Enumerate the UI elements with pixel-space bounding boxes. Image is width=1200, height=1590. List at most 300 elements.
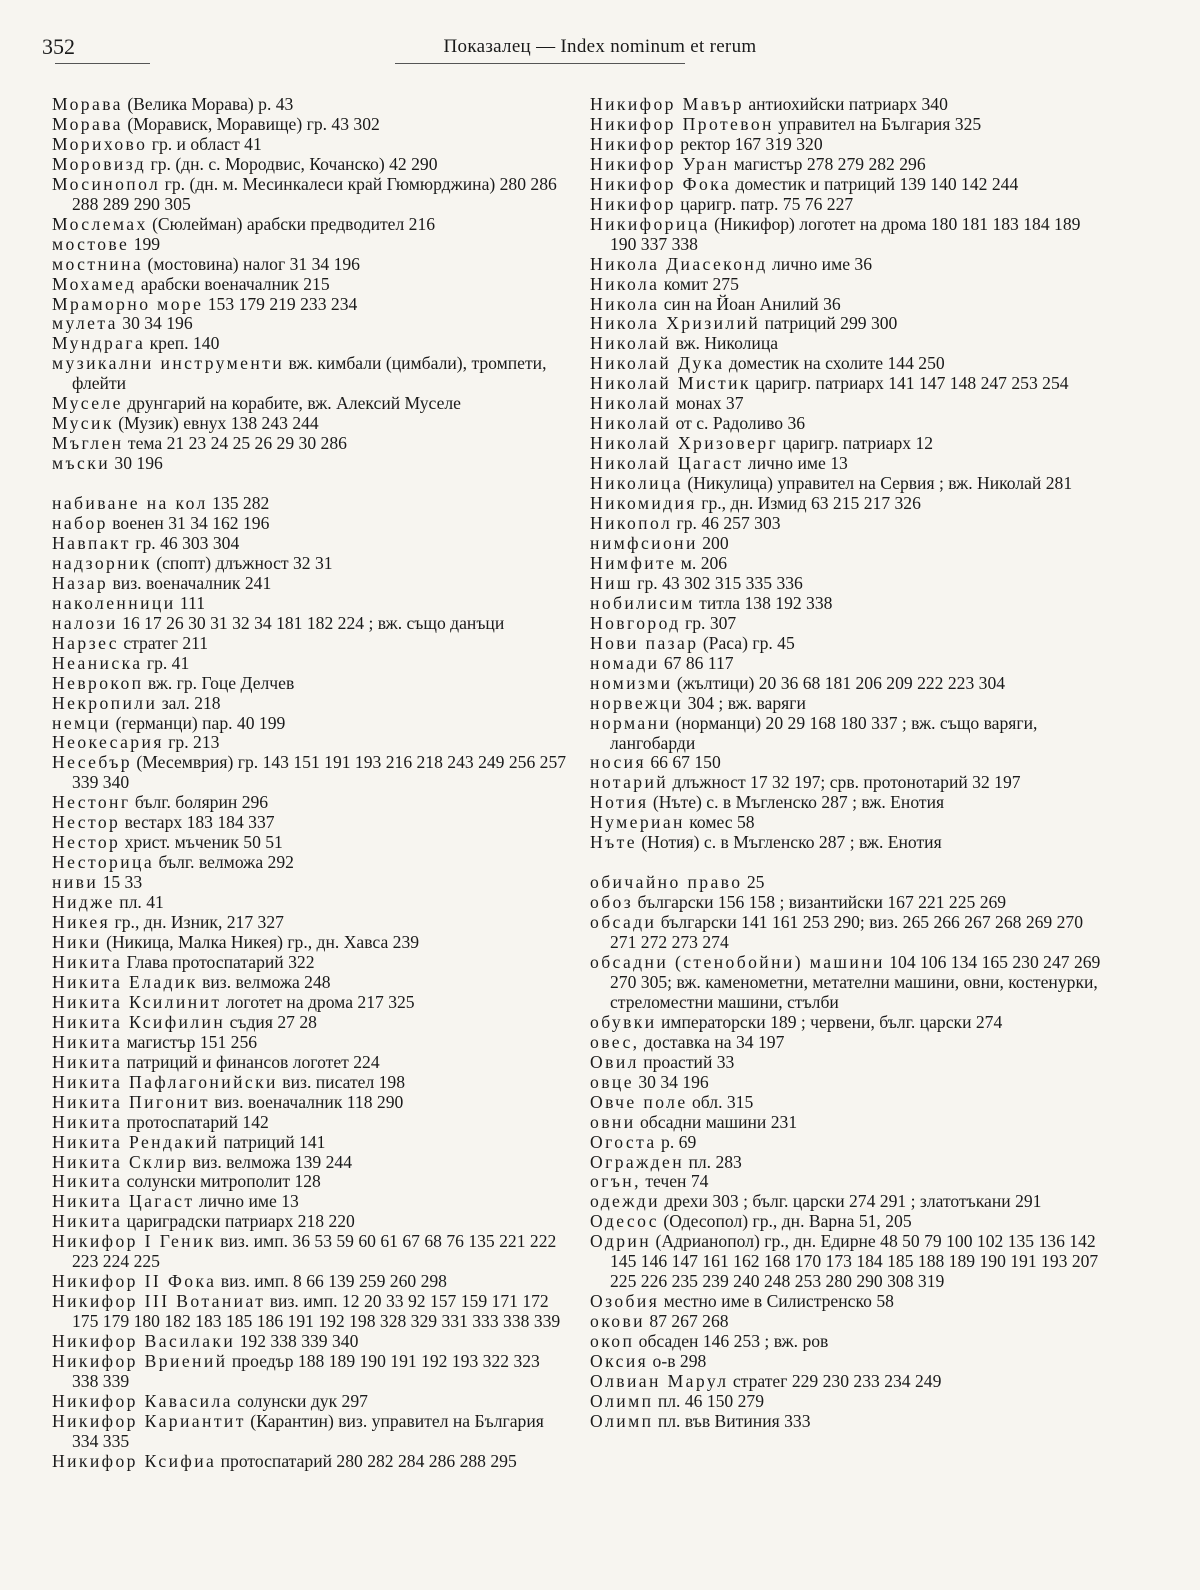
entry-headword: Огражден <box>590 1151 685 1172</box>
entry-text: (Морависк, Моравище) гр. 43 302 <box>127 113 380 134</box>
entry-text: съдия 27 28 <box>229 1011 317 1032</box>
index-entry <box>52 255 570 275</box>
index-entry <box>52 95 570 115</box>
index-entry <box>590 1073 1110 1093</box>
entry-headword: Никита <box>52 1111 123 1132</box>
index-entry <box>590 155 1110 175</box>
entry-text: вж. кимбали (цимбали), тромпети, флейти <box>72 353 547 394</box>
entry-headword: Никита Ксилинит <box>52 991 222 1012</box>
entry-headword: Назар <box>52 572 109 593</box>
entry-text: лично име 13 <box>198 1191 299 1212</box>
entry-text: (Нотия) с. в Мъгленско 287 ; вж. Енотия <box>641 832 942 853</box>
entry-text: 104 106 134 165 230 247 269 270 305; вж. каменометни, метателни машини, овни, костенурки, стреломестни машини, стълби <box>610 951 1101 1012</box>
entry-text: монах 37 <box>675 393 744 414</box>
entry-text: христ. мъченик 50 51 <box>124 832 283 853</box>
index-entry <box>52 1153 570 1173</box>
entry-headword: Никифорица <box>590 213 710 234</box>
entry-text: (Музик) евнух 138 243 244 <box>118 413 319 434</box>
entry-headword: Нови пазар <box>590 632 699 653</box>
entry-text: (Никифор) логотет на дрома 180 181 183 184 189 190 337 338 <box>610 213 1081 254</box>
entry-headword: Никита Еладик <box>52 971 198 992</box>
entry-text: арабски военачалник 215 <box>140 273 330 294</box>
entry-text: тема 21 23 24 25 26 29 30 286 <box>127 433 347 454</box>
entry-headword: наколенници <box>52 592 176 613</box>
index-entry <box>52 554 570 574</box>
entry-headword: норвежци <box>590 692 684 713</box>
index-entry <box>590 1153 1110 1173</box>
entry-text: виз. писател 198 <box>282 1071 406 1092</box>
index-entry <box>52 494 570 514</box>
entry-headword: нимфсиони <box>590 532 698 553</box>
index-entry <box>52 973 570 993</box>
entry-text: (германци) пар. 40 199 <box>115 712 286 733</box>
entry-text: доставка на 34 197 <box>643 1031 785 1052</box>
index-entry <box>52 634 570 654</box>
index-entry <box>590 1093 1110 1113</box>
entry-text: обсаден 146 253 ; вж. ров <box>638 1331 829 1352</box>
entry-text: комес 58 <box>689 812 755 833</box>
index-entry <box>52 1212 570 1232</box>
index-entry <box>52 354 570 394</box>
entry-text: креп. 140 <box>149 333 220 354</box>
index-entry <box>52 215 570 235</box>
index-entry <box>52 1292 570 1332</box>
entry-text: гр. (дн. м. Месинкалеси край Гюмюрджина) 280 286 288 289 290 305 <box>72 173 557 214</box>
index-entry <box>52 514 570 534</box>
entry-headword: Моровизд <box>52 153 147 174</box>
entry-headword: Мохамед <box>52 273 137 294</box>
section-gap <box>590 853 1110 873</box>
index-entry <box>590 514 1110 534</box>
index-entry <box>52 235 570 255</box>
entry-headword: Никита Цагаст <box>52 1191 195 1212</box>
entry-headword: нотарий <box>590 772 669 793</box>
entry-headword: Никифор Уран <box>590 153 730 174</box>
entry-text: обсадни машини 231 <box>639 1111 798 1132</box>
index-entry <box>52 733 570 753</box>
entry-text: патриций 141 <box>223 1131 326 1152</box>
entry-headword: овни <box>590 1111 636 1132</box>
entry-text: 30 196 <box>114 453 163 474</box>
entry-text: пл. във Витиния 333 <box>657 1410 811 1431</box>
index-entry <box>52 1133 570 1153</box>
entry-headword: Озобия <box>590 1291 660 1312</box>
entry-headword: Нестор <box>52 832 121 853</box>
entry-headword: обичайно право <box>590 872 743 893</box>
entry-headword: Морихово <box>52 133 148 154</box>
entry-headword: Одесос <box>590 1211 659 1232</box>
entry-headword: Овче поле <box>590 1091 688 1112</box>
index-entry <box>590 275 1110 295</box>
header-rule-left <box>55 63 150 64</box>
entry-headword: Оксия <box>590 1351 649 1372</box>
entry-headword: Никифор Фока <box>590 173 732 194</box>
entry-headword: Нарзес <box>52 632 119 653</box>
entry-text: (жълтици) 20 36 68 181 206 209 222 223 304 <box>676 672 1006 693</box>
entry-headword: немци <box>52 712 112 733</box>
index-entry <box>52 1352 570 1392</box>
entry-headword: огън, <box>590 1171 641 1192</box>
entry-text: солунски митрополит 128 <box>126 1171 321 1192</box>
index-entry <box>52 953 570 973</box>
entry-text: гр. 46 257 303 <box>676 513 781 534</box>
entry-text: виз. велможа 248 <box>202 971 331 992</box>
index-entry <box>52 594 570 614</box>
entry-headword: носия <box>590 752 646 773</box>
index-entry <box>590 634 1110 654</box>
entry-headword: мулета <box>52 313 118 334</box>
index-entry <box>52 155 570 175</box>
entry-headword: мостнина <box>52 253 144 274</box>
index-entry <box>52 1232 570 1272</box>
entry-text: гр. 43 302 315 335 336 <box>637 572 803 593</box>
entry-text: лично име 36 <box>772 253 873 274</box>
entry-text: виз. военачалник 118 290 <box>214 1091 404 1112</box>
index-entry <box>52 1172 570 1192</box>
entry-headword: Неврокоп <box>52 672 144 693</box>
index-entry <box>52 714 570 734</box>
entry-text: р. 69 <box>661 1131 697 1152</box>
entry-text: бълг. велможа 292 <box>158 852 294 873</box>
entry-headword: Никита Пафлагонийски <box>52 1071 278 1092</box>
index-entry <box>52 1013 570 1033</box>
index-entry <box>590 893 1110 913</box>
entry-text: стратег 211 <box>123 632 209 653</box>
index-entry <box>590 1053 1110 1073</box>
index-entry <box>52 1113 570 1133</box>
index-entry <box>52 434 570 454</box>
index-entry <box>590 1172 1110 1192</box>
entry-text: 304 ; вж. варяги <box>687 692 806 713</box>
entry-headword: мъски <box>52 453 111 474</box>
index-entry <box>52 135 570 155</box>
index-entry <box>52 813 570 833</box>
entry-headword: Нидже <box>52 892 115 913</box>
entry-headword: Мъглен <box>52 433 124 454</box>
entry-headword: Овил <box>590 1051 639 1072</box>
index-entry <box>52 993 570 1013</box>
entry-headword: Морава <box>52 94 123 114</box>
entry-text: 199 <box>133 233 161 254</box>
index-entry <box>590 833 1110 853</box>
entry-headword: Никита <box>52 1211 123 1232</box>
entry-headword: Никифор Мавър <box>590 94 744 114</box>
entry-text: пл. 41 <box>119 892 164 913</box>
entry-headword: одежди <box>590 1191 660 1212</box>
entry-text: обл. 315 <box>691 1091 754 1112</box>
entry-headword: Никита Ксифилин <box>52 1011 226 1032</box>
entry-headword: нобилисим <box>590 592 695 613</box>
entry-text: магистър 151 256 <box>126 1031 258 1052</box>
entry-headword: Николай <box>590 393 672 414</box>
entry-text: протоспатарий 280 282 284 286 288 295 <box>220 1450 517 1471</box>
index-entry <box>52 1452 570 1472</box>
entry-headword: Никита <box>52 1171 123 1192</box>
entry-headword: Никифор Ксифиа <box>52 1450 217 1471</box>
entry-headword: Мослемах <box>52 213 148 234</box>
entry-text: (Карантин) виз. управител на България 334 335 <box>72 1410 544 1451</box>
entry-text: 30 34 196 <box>122 313 193 334</box>
index-entry <box>590 1292 1110 1312</box>
index-entry <box>590 654 1110 674</box>
index-entry <box>52 295 570 315</box>
entry-headword: Никея <box>52 912 111 933</box>
index-entry <box>590 753 1110 773</box>
entry-headword: нормани <box>590 712 672 733</box>
entry-headword: ниви <box>52 872 99 893</box>
entry-headword: Никола <box>590 273 660 294</box>
entry-headword: Морава <box>52 113 123 134</box>
entry-headword: Нумериан <box>590 812 685 833</box>
entry-headword: Никита <box>52 951 123 972</box>
entry-text: (норманци) 20 29 168 180 337 ; вж. също варяги, лангобарди <box>610 712 1038 753</box>
entry-headword: набиване на кол <box>52 493 208 514</box>
entry-text: вж. гр. Гоце Делчев <box>147 672 295 693</box>
entry-text: 25 <box>746 872 765 893</box>
index-entry <box>52 833 570 853</box>
entry-headword: Николай Цагаст <box>590 453 744 474</box>
entry-text: 135 282 <box>212 493 270 514</box>
index-entry <box>590 494 1110 514</box>
index-entry <box>590 714 1110 754</box>
index-entry <box>52 314 570 334</box>
index-entry <box>52 753 570 793</box>
entry-text: (Сюлейман) арабски предводител 216 <box>152 213 436 234</box>
index-entry <box>590 1232 1110 1292</box>
entry-text: доместик и патриций 139 140 142 244 <box>735 173 1019 194</box>
index-entry <box>52 115 570 135</box>
index-entry <box>52 1033 570 1053</box>
entry-text: императорски 189 ; червени, бълг. царски 274 <box>660 1011 1003 1032</box>
entry-headword: Никола Диасеконд <box>590 253 768 274</box>
entry-headword: обсади <box>590 912 657 933</box>
index-entry <box>52 275 570 295</box>
entry-headword: налози <box>52 612 118 633</box>
index-entry <box>590 454 1110 474</box>
right-index-column <box>590 95 1110 1432</box>
index-entry <box>590 135 1110 155</box>
index-entry <box>590 1192 1110 1212</box>
index-entry <box>590 1113 1110 1133</box>
entry-text: титла 138 192 338 <box>699 592 833 613</box>
index-entry <box>52 454 570 474</box>
entry-headword: Нотия <box>590 792 649 813</box>
entry-headword: Никола <box>590 293 660 314</box>
index-entry <box>590 295 1110 315</box>
entry-text: патриций и финансов логотет 224 <box>126 1051 380 1072</box>
index-entry <box>590 95 1110 115</box>
entry-text: цариградски патриарх 218 220 <box>126 1211 355 1232</box>
entry-headword: Нестонг <box>52 792 131 813</box>
entry-text: о-в 298 <box>652 1351 707 1372</box>
entry-text: (Никица, Малка Никея) гр., дн. Хавса 239 <box>106 932 420 953</box>
entry-headword: Несебър <box>52 752 132 773</box>
index-entry <box>590 873 1110 893</box>
entry-headword: Ниш <box>590 572 633 593</box>
index-entry <box>590 1372 1110 1392</box>
entry-text: местно име в Силистренско 58 <box>663 1291 894 1312</box>
entry-text: 200 <box>702 532 729 553</box>
entry-headword: Неаниска <box>52 652 143 673</box>
entry-headword: Олимп <box>590 1390 654 1411</box>
entry-text: царигр. патриарх 141 147 148 247 253 254 <box>755 373 1069 394</box>
entry-text: гр. 41 <box>146 652 190 673</box>
entry-text: бълг. болярин 296 <box>134 792 269 813</box>
entry-text: 30 34 196 <box>638 1071 709 1092</box>
entry-text: антиохийски патриарх 340 <box>748 94 948 114</box>
entry-headword: Никита <box>52 1051 123 1072</box>
entry-text: логотет на дрома 217 325 <box>225 991 415 1012</box>
entry-text: пл. 283 <box>688 1151 742 1172</box>
entry-headword: набор <box>52 513 108 533</box>
entry-headword: Олимп <box>590 1410 654 1431</box>
index-entry <box>590 1212 1110 1232</box>
entry-headword: Николай <box>590 333 672 354</box>
entry-headword: Несторица <box>52 852 155 873</box>
index-entry <box>590 1392 1110 1412</box>
entry-text: проастий 33 <box>643 1051 735 1072</box>
entry-headword: Мосинопол <box>52 173 161 194</box>
entry-headword: Никифор I Геник <box>52 1231 216 1252</box>
index-entry <box>590 953 1110 1013</box>
entry-headword: Мусик <box>52 413 114 434</box>
entry-text: патриций 299 300 <box>764 313 898 334</box>
entry-text: м. 206 <box>680 552 728 573</box>
entry-text: течен 74 <box>645 1171 709 1192</box>
section-gap <box>52 474 570 494</box>
index-entry <box>590 394 1110 414</box>
entry-headword: Одрин <box>590 1231 652 1252</box>
index-entry <box>52 414 570 434</box>
index-entry <box>52 1093 570 1113</box>
entry-headword: мостове <box>52 233 130 254</box>
index-entry <box>590 554 1110 574</box>
entry-headword: Никифор Кариантит <box>52 1410 246 1431</box>
index-entry <box>52 1412 570 1452</box>
entry-headword: надзорник <box>52 552 152 573</box>
entry-text: гр. и област 41 <box>151 133 262 154</box>
entry-headword: Нестор <box>52 812 121 833</box>
entry-headword: Никифор Протевон <box>590 113 774 134</box>
entry-text: виз. имп. 8 66 139 259 260 298 <box>220 1271 447 1292</box>
index-entry <box>590 913 1110 953</box>
entry-headword: обувки <box>590 1011 657 1032</box>
index-entry <box>590 414 1110 434</box>
entry-headword: Никифор <box>590 133 676 154</box>
entry-headword: Олвиан Марул <box>590 1370 729 1391</box>
entry-text: царигр. патр. 75 76 227 <box>680 193 854 214</box>
entry-text: 67 86 117 <box>663 652 734 673</box>
index-entry <box>590 175 1110 195</box>
index-entry <box>590 694 1110 714</box>
index-entry <box>52 694 570 714</box>
index-entry <box>590 215 1110 255</box>
entry-headword: Навпакт <box>52 532 131 553</box>
entry-text: вестарх 183 184 337 <box>124 812 275 833</box>
index-entry <box>590 1412 1110 1432</box>
index-entry <box>590 1133 1110 1153</box>
left-index-column <box>52 95 570 1472</box>
index-entry <box>590 1352 1110 1372</box>
entry-text: български 141 161 253 290; виз. 265 266 267 268 269 270 271 272 273 274 <box>610 912 1083 953</box>
entry-headword: Огоста <box>590 1131 657 1152</box>
header-rule-center <box>395 63 685 64</box>
entry-text: 111 <box>179 592 206 613</box>
index-entry <box>52 614 570 634</box>
entry-headword: Никита Пигонит <box>52 1091 211 1112</box>
entry-text: (Адрианопол) гр., дн. Едирне 48 50 79 100 102 135 136 142 145 146 147 161 162 168 170 173 184 185 188 189 190 191 193 207 225 226 235 239 240 248 253 280 290 308 319 <box>610 1231 1099 1292</box>
index-entry <box>590 574 1110 594</box>
index-entry <box>590 474 1110 494</box>
entry-headword: Нъте <box>590 832 637 853</box>
entry-text: (мостовина) налог 31 34 196 <box>147 253 360 274</box>
entry-text: стратег 229 230 233 234 249 <box>732 1370 942 1391</box>
entry-text: син на Йоан Анилий 36 <box>663 293 841 314</box>
entry-headword: Ники <box>52 932 102 953</box>
entry-text: виз. имп. 36 53 59 60 61 67 68 76 135 221 222 223 224 225 <box>72 1231 557 1272</box>
index-entry <box>52 1272 570 1292</box>
entry-text: солунски дук 297 <box>237 1390 368 1411</box>
entry-headword: овце <box>590 1071 634 1092</box>
index-entry <box>590 594 1110 614</box>
entry-text: зал. 218 <box>161 692 221 713</box>
entry-text: дрехи 303 ; бълг. царски 274 291 ; златотъкани 291 <box>664 1191 1042 1212</box>
entry-text: (Велика Морава) р. 43 <box>127 94 294 114</box>
index-entry <box>590 534 1110 554</box>
index-entry <box>590 195 1110 215</box>
entry-text: длъжност 17 32 197; срв. протонотарий 32 197 <box>672 772 1021 793</box>
entry-text: 87 267 268 <box>649 1311 729 1332</box>
index-entry <box>590 793 1110 813</box>
index-entry <box>52 893 570 913</box>
entry-text: гр. 46 303 304 <box>135 532 240 553</box>
entry-headword: Мундрага <box>52 333 146 354</box>
entry-headword: Николай <box>590 413 672 434</box>
entry-headword: Нимфите <box>590 552 677 573</box>
index-entry <box>590 354 1110 374</box>
entry-headword: Никифор Василаки <box>52 1331 236 1352</box>
index-entry <box>590 813 1110 833</box>
index-entry <box>590 115 1110 135</box>
entry-headword: Мраморно море <box>52 293 204 314</box>
entry-headword: Никифор Кавасила <box>52 1390 233 1411</box>
page-number: 352 <box>42 34 75 59</box>
index-entry <box>590 1033 1110 1053</box>
entry-text: царигр. патриарх 12 <box>782 433 934 454</box>
index-entry <box>52 853 570 873</box>
entry-headword: музикални инструменти <box>52 353 285 374</box>
entry-text: вж. Николица <box>675 333 779 354</box>
index-entry <box>590 773 1110 793</box>
entry-headword: Никопол <box>590 513 673 534</box>
entry-headword: Никифор II Фока <box>52 1271 217 1292</box>
index-entry <box>52 1332 570 1352</box>
index-entry <box>52 933 570 953</box>
index-entry <box>52 1073 570 1093</box>
entry-headword: Никита Склир <box>52 1151 189 1172</box>
index-entry <box>52 674 570 694</box>
entry-text: пл. 46 150 279 <box>657 1390 765 1411</box>
index-entry <box>590 374 1110 394</box>
entry-text: гр. (дн. с. Мородвис, Кочанско) 42 290 <box>150 153 438 174</box>
entry-text: 153 179 219 233 234 <box>207 293 358 314</box>
entry-headword: Николай Дука <box>590 353 725 374</box>
entry-text: 16 17 26 30 31 32 34 181 182 224 ; вж. също данъци <box>122 612 505 633</box>
entry-text: гр. 213 <box>168 732 220 753</box>
entry-text: български 156 158 ; византийски 167 221 225 269 <box>637 892 1007 913</box>
entry-headword: Никомидия <box>590 493 697 514</box>
entry-text: виз. имп. 12 20 33 92 157 159 171 172 175 179 180 182 183 185 186 191 192 198 328 329 331 333 338 339 <box>72 1291 561 1332</box>
